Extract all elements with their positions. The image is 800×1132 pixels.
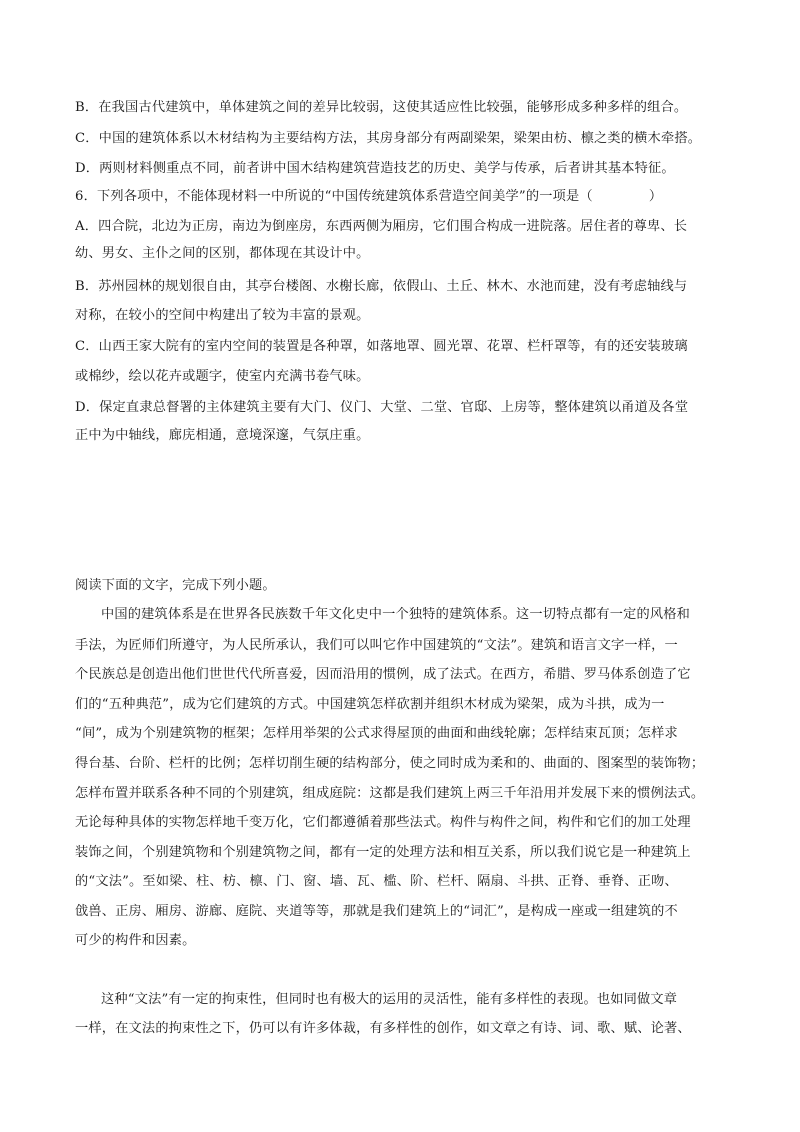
q6-option-d-line2: 正中为中轴线，廊庑相通，意境深邃，气氛庄重。 — [75, 428, 370, 443]
p1-line: 个民族总是创造出他们世世代代所喜爱，因而沿用的惯例，成了法式。在西方，希腊、罗马体系创造了它 — [75, 667, 691, 682]
p1-line: 戗兽、正房、厢房、游廊、庭院、夹道等等，那就是我们建筑上的“词汇”，是构成一座或一组建筑的不 — [75, 904, 678, 919]
q6-option-c-line2: 或棉纱，绘以花卉或题字，使室内充满书卷气味。 — [75, 369, 370, 384]
q6-option-b-line1: B．苏州园林的规划很自由，其亭台楼阁、水榭长廊，依假山、土丘、林木、水池而建，没有考虑轴线与 — [75, 279, 688, 294]
q6-option-d-line1: D．保定直隶总督署的主体建筑主要有大门、仪门、大堂、二堂、官邸、上房等，整体建筑以甬道及各堂 — [75, 400, 689, 415]
q6-option-a-line2: 幼、男女、主仆之间的区别，都体现在其设计中。 — [75, 246, 370, 261]
q6-option-a-line1: A．四合院，北边为正房，南边为倒座房，东西两侧为厢房，它们围合构成一进院落。居住者的尊卑、长 — [75, 219, 688, 234]
q5-option-d: D．两则材料侧重点不同，前者讲中国木结构建筑营造技艺的历史、美学与传承，后者讲其基本特征。 — [75, 161, 675, 176]
q6-stem-close: ） — [648, 189, 663, 204]
p2-line: 一样，在文法的拘束性之下，仍可以有许多体裁，有多样性的创作，如文章之有诗、词、歌、赋、论著、 — [75, 1021, 691, 1036]
p1-line: “间”，成为个别建筑物的框架；怎样用举架的公式求得屋顶的曲面和曲线轮廓；怎样结束瓦顶；怎样求 — [75, 726, 678, 741]
q5-option-b: B．在我国古代建筑中，单体建筑之间的差异比较弱，这使其适应性比较强，能够形成多种多样的组合。 — [75, 100, 688, 115]
p1-line: 中国的建筑体系是在世界各民族数千年文化史中一个独特的建筑体系。这一切特点都有一定的风格和 — [101, 607, 691, 622]
p1-line: 无论每种具体的实物怎样地千变万化，它们都遵循着那些法式。构件与构件之间，构件和它们的加工处理 — [75, 815, 691, 830]
q6-stem-text: 6．下列各项中，不能体现材料一中所说的“中国传统建筑体系营造空间美学”的一项是（ — [75, 189, 593, 204]
reading-instruction: 阅读下面的文字，完成下列小题。 — [75, 578, 276, 593]
q5-option-c: C．中国的建筑体系以木材结构为主要结构方法，其房身部分有两副梁架，梁架由枋、檩之类的横木牵搭。 — [75, 131, 702, 146]
p1-line: 可少的构件和因素。 — [75, 933, 196, 948]
p2-line: 这种“文法”有一定的拘束性，但同时也有极大的运用的灵活性，能有多样性的表现。也如同做文章 — [101, 992, 678, 1007]
q6-stem — [75, 187, 735, 207]
p1-line: 手法，为匠师们所遵守，为人民所承认，我们可以叫它作中国建筑的“文法”。建筑和语言文字一样，一 — [75, 638, 678, 653]
p1-line: 的“文法”。至如梁、柱、枋、檩、门、窗、墙、瓦、槛、阶、栏杆、隔扇、斗拱、正脊、垂脊、正吻、 — [75, 874, 678, 889]
p1-line: 得台基、台阶、栏杆的比例；怎样切削生硬的结构部分，使之同时成为柔和的、曲面的、图案型的装饰物； — [75, 756, 705, 771]
p1-line: 们的“五种典范”，成为它们建筑的方式。中国建筑怎样砍割并组织木材成为梁架，成为斗拱，成为一 — [75, 697, 665, 712]
p1-line: 装饰之间，个别建筑物和个别建筑物之间，都有一定的处理方法和相互关系，所以我们说它是一种建筑上 — [75, 845, 691, 860]
q6-option-c-line1: C．山西王家大院有的室内空间的装置是各种罩，如落地罩、圆光罩、花罩、栏杆罩等，有的还安装玻璃 — [75, 339, 688, 354]
q6-option-b-line2: 对称，在较小的空间中构建出了较为丰富的景观。 — [75, 308, 370, 323]
p1-line: 怎样布置并联系各种不同的个别建筑，组成庭院：这都是我们建筑上两三千年沿用并发展下来的惯例法式。 — [75, 786, 705, 801]
